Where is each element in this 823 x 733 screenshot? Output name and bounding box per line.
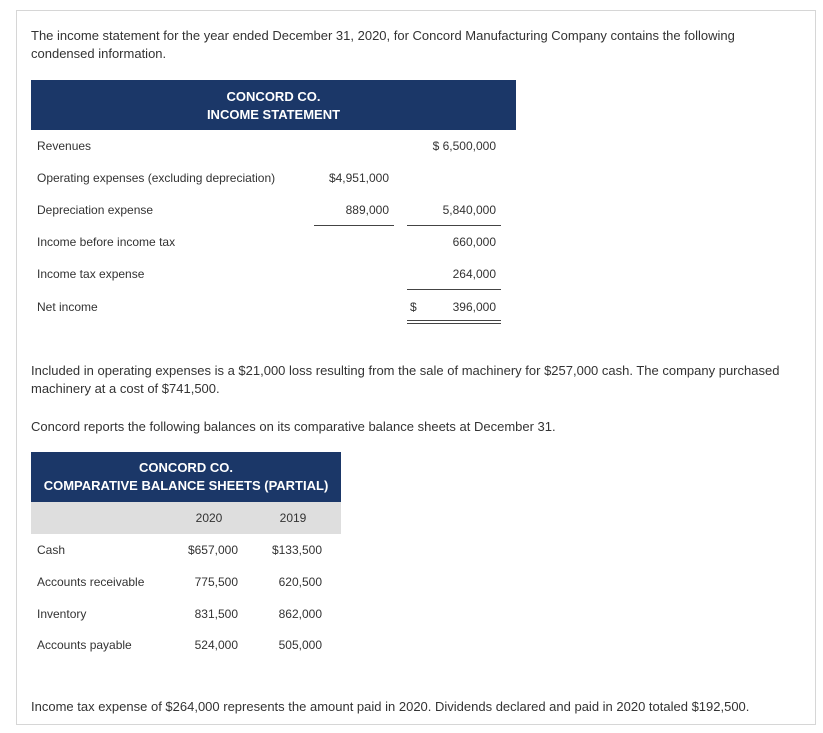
is-row-col2: 396,000 xyxy=(452,300,496,314)
bs-row-label: Cash xyxy=(37,543,66,557)
bs-value-2019: 862,000 xyxy=(278,607,322,621)
balance-sheet-company: CONCORD CO. xyxy=(139,460,233,475)
bs-value-2019: 505,000 xyxy=(278,638,322,652)
double-underline xyxy=(407,320,501,324)
note-balances: Concord reports the following balances on its comparative balance sheets at December 31. xyxy=(31,419,556,434)
bs-value-2020: $657,000 xyxy=(187,543,238,557)
intro-text: The income statement for the year ended December 31, 2020, for Concord Manufacturing Company contains the following condensed information. xyxy=(31,28,735,61)
balance-sheet-title: COMPARATIVE BALANCE SHEETS (PARTIAL) xyxy=(43,478,329,493)
income-statement-title: INCOME STATEMENT xyxy=(206,107,341,122)
bs-value-2019: 620,500 xyxy=(278,575,322,589)
is-row-label: Net income xyxy=(37,300,98,314)
underline xyxy=(314,225,394,226)
is-row-col2: 660,000 xyxy=(452,235,496,249)
is-row-col1: 889,000 xyxy=(345,203,389,217)
bs-value-2020: 524,000 xyxy=(194,638,238,652)
income-statement-header xyxy=(31,80,516,130)
is-row-label: Income tax expense xyxy=(37,267,145,281)
note-tax-dividends: Income tax expense of $264,000 represents the amount paid in 2020. Dividends declared and paid in 2020 totaled $192,500. xyxy=(31,699,750,714)
underline xyxy=(407,289,501,290)
is-row-label: Operating expenses (excluding depreciation) xyxy=(37,171,276,185)
is-row-label: Income before income tax xyxy=(37,235,176,249)
col-2020: 2020 xyxy=(195,511,223,525)
bs-value-2019: $133,500 xyxy=(271,543,322,557)
dollar-sign: $ xyxy=(410,300,417,314)
is-row-col2: 264,000 xyxy=(452,267,496,281)
note-machinery: Included in operating expenses is a $21,000 loss resulting from the sale of machinery for $257,000 cash. The company purchased machinery at a cost of $741,500. xyxy=(31,363,780,396)
is-row-label: Revenues xyxy=(37,139,92,153)
is-row-col1: $4,951,000 xyxy=(328,171,389,185)
bs-value-2020: 831,500 xyxy=(194,607,238,621)
underline xyxy=(407,225,501,226)
bs-row-label: Accounts payable xyxy=(37,638,132,652)
income-statement-company: CONCORD CO. xyxy=(226,89,321,104)
is-row-label: Depreciation expense xyxy=(37,203,154,217)
is-row-col2: $ 6,500,000 xyxy=(432,139,496,153)
bs-row-label: Accounts receivable xyxy=(37,575,145,589)
bs-row-label: Inventory xyxy=(37,607,87,621)
balance-sheet-header xyxy=(31,452,341,502)
bs-value-2020: 775,500 xyxy=(194,575,238,589)
is-row-col2: 5,840,000 xyxy=(442,203,496,217)
col-2019: 2019 xyxy=(279,511,307,525)
